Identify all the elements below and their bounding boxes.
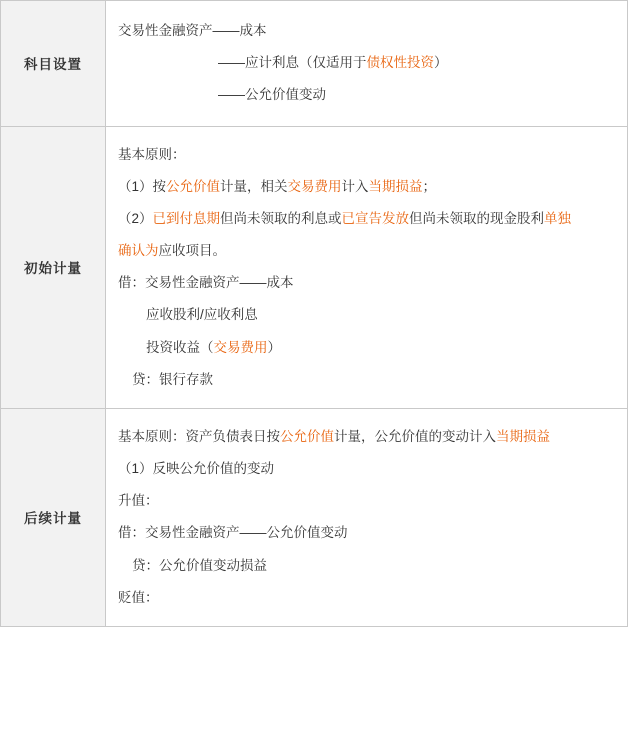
plain-text: 借：交易性金融资产——成本 (118, 275, 294, 291)
plain-text: （2） (118, 210, 153, 226)
content-line (118, 421, 613, 453)
plain-text: （1）按 (118, 178, 167, 194)
plain-text: 计入 (341, 178, 369, 194)
highlighted-text: 确认为 (118, 243, 159, 259)
table-row (1, 126, 628, 408)
content-line (118, 453, 613, 485)
highlighted-text: 已到付息期 (152, 210, 221, 226)
highlighted-text: 已宣告发放 (341, 210, 410, 226)
content-line (118, 79, 613, 111)
highlighted-text: 公允价值 (280, 428, 334, 444)
plain-text: 基本原则： (118, 146, 186, 162)
highlighted-text: 单独 (544, 210, 572, 226)
plain-text: 交易性金融资产——成本 (118, 23, 267, 38)
highlighted-text: 交易费用 (213, 339, 268, 355)
row-content (106, 1, 628, 127)
plain-text: 贷：银行存款 (132, 371, 213, 387)
plain-text: ） (434, 55, 448, 71)
plain-text: 贷：公允价值变动损益 (132, 557, 267, 573)
plain-text: ——应计利息（仅适用于 (218, 55, 367, 71)
plain-text: 贬值： (118, 589, 159, 605)
plain-text: 应收项目。 (158, 243, 226, 259)
plain-text: 计量，公允价值的变动计入 (334, 428, 496, 444)
row-label: 后续计量 (1, 408, 106, 626)
content-line (118, 364, 613, 396)
highlighted-text: 当期损益 (368, 178, 423, 194)
row-label: 初始计量 (1, 126, 106, 408)
highlighted-text: 当期损益 (496, 428, 550, 444)
content-line (118, 485, 613, 517)
content-line (118, 139, 613, 171)
content-line (118, 332, 613, 364)
content-line (118, 267, 613, 299)
plain-text: 投资收益（ (146, 339, 214, 355)
content-line (118, 203, 613, 235)
content-line (118, 15, 613, 47)
plain-text: 借：交易性金融资产——公允价值变动 (118, 525, 348, 541)
content-line (118, 550, 613, 582)
row-content (106, 408, 628, 626)
plain-text: 应收股利/应收利息 (146, 307, 258, 323)
content-line (118, 235, 613, 267)
plain-text: （1）反映公允价值的变动 (118, 461, 275, 477)
row-content (106, 126, 628, 408)
plain-text: ） (267, 339, 281, 355)
row-label: 科目设置 (1, 1, 106, 127)
plain-text: ； (422, 178, 437, 194)
content-line (118, 47, 613, 79)
table-body (1, 1, 628, 627)
plain-text: 但尚未领取的现金股利 (409, 210, 545, 226)
plain-text: 计量，相关 (220, 178, 288, 194)
table-row (1, 408, 628, 626)
highlighted-text: 债权性投资 (366, 55, 434, 71)
plain-text: 升值： (118, 493, 159, 509)
plain-text: 但尚未领取的利息或 (220, 210, 342, 226)
content-line (118, 582, 613, 614)
plain-text: 基本原则：资产负债表日按 (118, 428, 280, 444)
table-row (1, 1, 628, 127)
content-line (118, 517, 613, 549)
content-line (118, 299, 613, 331)
highlighted-text: 交易费用 (287, 178, 342, 194)
plain-text: ——公允价值变动 (218, 87, 326, 103)
content-line (118, 171, 613, 203)
highlighted-text: 公允价值 (166, 178, 221, 194)
